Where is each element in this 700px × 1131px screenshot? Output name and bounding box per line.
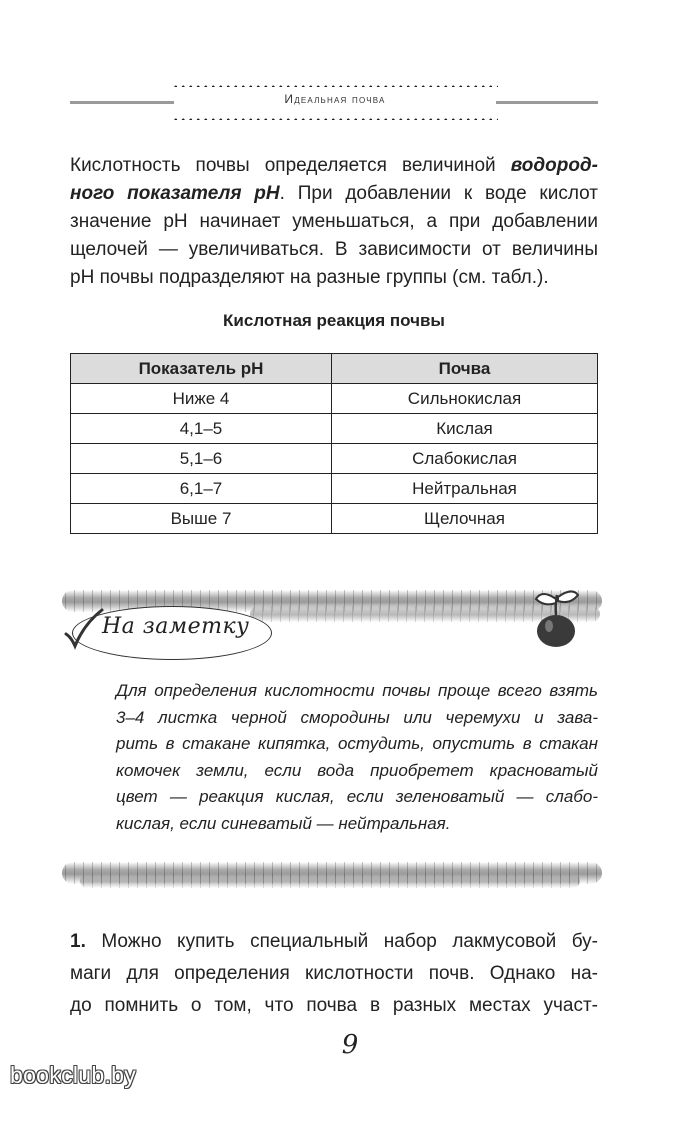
- column-header-soil: Почва: [332, 354, 598, 384]
- note-line: Для определения кислотности почвы проще всего взять: [116, 681, 598, 700]
- table-cell: 5,1–6: [71, 444, 332, 474]
- table-cell: Ниже 4: [71, 384, 332, 414]
- table-caption: Кислотная реакция почвы: [223, 311, 445, 330]
- table-cell: Выше 7: [71, 504, 332, 534]
- table-header-row: [71, 354, 598, 384]
- checkmark-icon: [62, 606, 106, 652]
- note-text: [116, 678, 598, 838]
- intro-line-2-text: . При добавлении к воде кислот: [279, 183, 599, 204]
- intro-line-5: pH почвы подразделяют на разные группы (см. табл.).: [70, 267, 549, 288]
- table-row: [71, 504, 598, 534]
- numbered-line-1-text: Можно купить специальный набор лакмусовой бу-: [101, 931, 598, 952]
- table-row: [71, 384, 598, 414]
- numbered-paragraph: [70, 926, 598, 1022]
- header-rule-right: [496, 101, 598, 104]
- column-header-ph: Показатель pH: [71, 354, 332, 384]
- page-number: 9: [341, 1030, 359, 1060]
- numbered-line-3: до помнить о том, что почва в разных местах участ-: [70, 995, 598, 1016]
- intro-line-3: значение pH начинает уменьшаться, а при добавлении: [70, 211, 598, 232]
- note-line: цвет — реакция кислая, если зеленоватый — слабо-: [116, 787, 598, 807]
- table-cell: Щелочная: [332, 504, 598, 534]
- note-brush-bottom-2: [80, 874, 580, 888]
- table-cell: Сильнокислая: [332, 384, 598, 414]
- table-cell: Слабокислая: [332, 444, 598, 474]
- term-highlight-cont: ного показателя pH: [70, 183, 280, 204]
- intro-paragraph: [70, 152, 598, 292]
- term-highlight: водород-: [510, 155, 598, 176]
- running-title: Идеальная почва: [284, 92, 386, 106]
- item-number: 1.: [70, 931, 86, 952]
- numbered-line-1: [70, 926, 598, 958]
- note-title: На заметку: [102, 614, 250, 639]
- note-line: рить в стакане кипятка, остудить, опустить в стакан: [116, 734, 598, 754]
- table-cell: Нейтральная: [332, 474, 598, 504]
- intro-line-2: [70, 180, 598, 208]
- table-cell: 4,1–5: [71, 414, 332, 444]
- table-row: [71, 414, 598, 444]
- header-rule-left: [70, 101, 174, 104]
- table-cell: Кислая: [332, 414, 598, 444]
- intro-line-4: щелочей — увеличиваться. В зависимости от величины: [70, 239, 598, 260]
- table-row: [71, 474, 598, 504]
- numbered-line-2: маги для определения кислотности почв. Однако на-: [70, 963, 598, 984]
- note-line: комочек земли, если вода приобретет красноватый: [116, 760, 598, 780]
- watermark: bookclub.by: [10, 1062, 137, 1088]
- header-dots-top: [172, 85, 498, 87]
- apple-sprout-icon: [528, 585, 584, 649]
- ph-table: [70, 353, 598, 534]
- intro-line-1: [70, 152, 598, 180]
- note-line: кислая, если синеватый — нейтральная.: [116, 813, 451, 833]
- intro-line-1-text: Кислотность почвы определяется величиной: [70, 155, 511, 176]
- table-row: [71, 444, 598, 474]
- header-dots-bottom: [172, 118, 498, 120]
- table-cell: 6,1–7: [71, 474, 332, 504]
- note-line: 3–4 листка черной смородины или черемухи и зава-: [116, 707, 598, 727]
